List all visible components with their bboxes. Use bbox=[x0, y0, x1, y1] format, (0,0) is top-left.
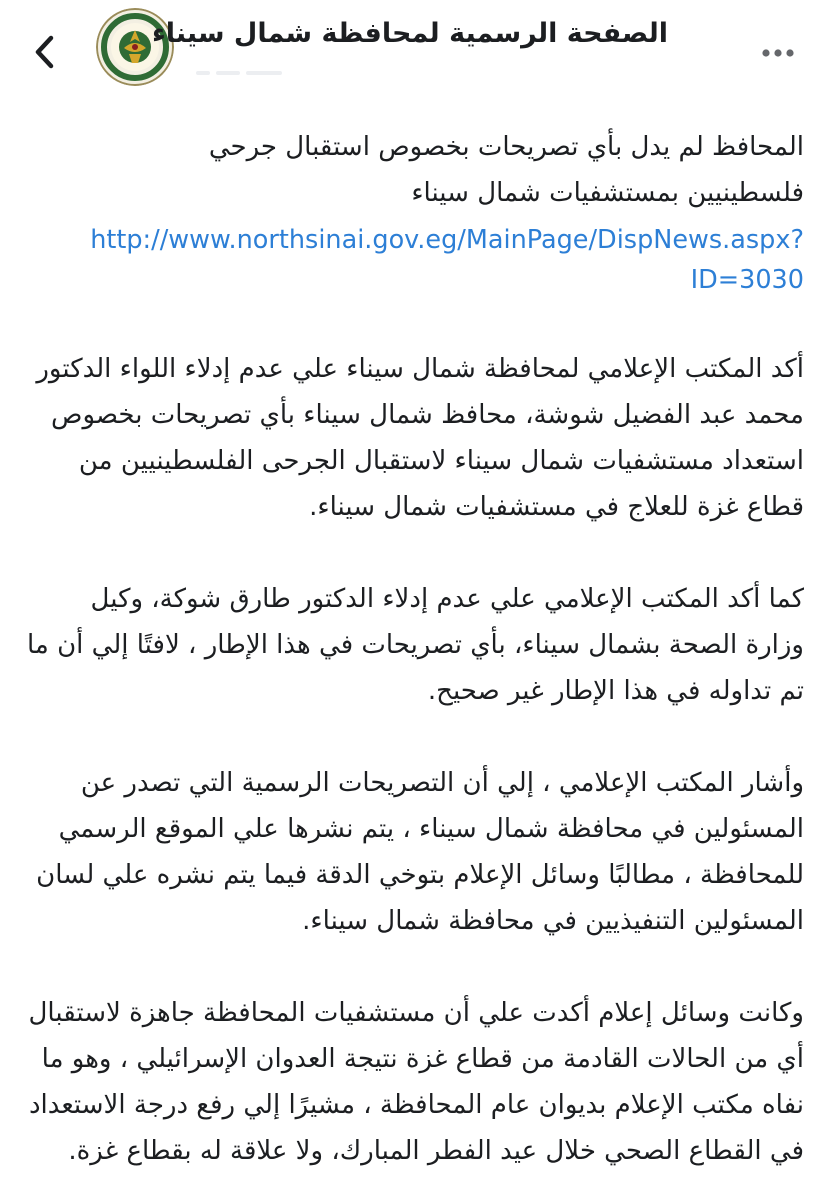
post-paragraph-2: كما أكد المكتب الإعلامي علي عدم إدلاء الدكتور طارق شوكة، وكيل وزارة الصحة بشمال سيناء، بأي تصريحات في هذا الإطار ، لافتًا إلي أن ما تم تداوله في هذا الإطار غير صحيح. bbox=[26, 584, 804, 706]
paragraph-spacer bbox=[26, 714, 804, 760]
chevron-left-icon bbox=[30, 34, 58, 70]
paragraph-spacer bbox=[26, 300, 804, 346]
post-meta-placeholder bbox=[196, 68, 286, 78]
post-paragraph-4: وكانت وسائل إعلام أكدت علي أن مستشفيات المحافظة جاهزة لاستقبال أي من الحالات القادمة من قطاع غزة نتيجة العدوان الإسرائيلي ، وهو ما نفاه مكتب الإعلام بديوان عام المحافظة ، مشيرًا إلي رفع درجة الاستعداد في القطاع الصحي خلال عيد الفطر المبارك، ولا علاقة له بقطاع غزة. bbox=[28, 998, 804, 1166]
post-header bbox=[0, 0, 828, 110]
post-title-line2: فلسطينيين بمستشفيات شمال سيناء bbox=[411, 178, 804, 208]
post-paragraph-1: أكد المكتب الإعلامي لمحافظة شمال سيناء علي عدم إدلاء اللواء الدكتور محمد عبد الفضيل شوشة، محافظ شمال سيناء بأي تصريحات بخصوص استعداد مستشفيات شمال سيناء لاستقبال الجرحى الفلسطينيين من قطاع غزة للعلاج في مستشفيات شمال سيناء. bbox=[36, 354, 804, 522]
post-title-line1: المحافظ لم يدل بأي تصريحات بخصوص استقبال جرحي bbox=[208, 132, 804, 162]
news-link[interactable] bbox=[26, 220, 804, 300]
back-button[interactable] bbox=[22, 30, 66, 74]
news-link-line1: http://www.northsinai.gov.eg/MainPage/DispNews.aspx? bbox=[90, 225, 804, 255]
news-link-line2: ID=3030 bbox=[690, 265, 804, 295]
post-paragraph-3: وأشار المكتب الإعلامي ، إلي أن التصريحات الرسمية التي تصدر عن المسئولين في محافظة شمال سيناء ، يتم نشرها علي الموقع الرسمي للمحافظة ، مطالبًا وسائل الإعلام بتوخي الدقة فيما يتم نشره علي لسان المسئولين التنفيذيين في محافظة شمال سيناء. bbox=[36, 768, 804, 936]
more-options-button[interactable] bbox=[758, 38, 798, 68]
paragraph-spacer bbox=[26, 530, 804, 576]
more-horizontal-icon bbox=[761, 48, 795, 58]
post-body bbox=[26, 124, 804, 1174]
paragraph-spacer bbox=[26, 944, 804, 990]
page-title[interactable]: الصفحة الرسمية لمحافظة شمال سيناء bbox=[151, 18, 668, 49]
